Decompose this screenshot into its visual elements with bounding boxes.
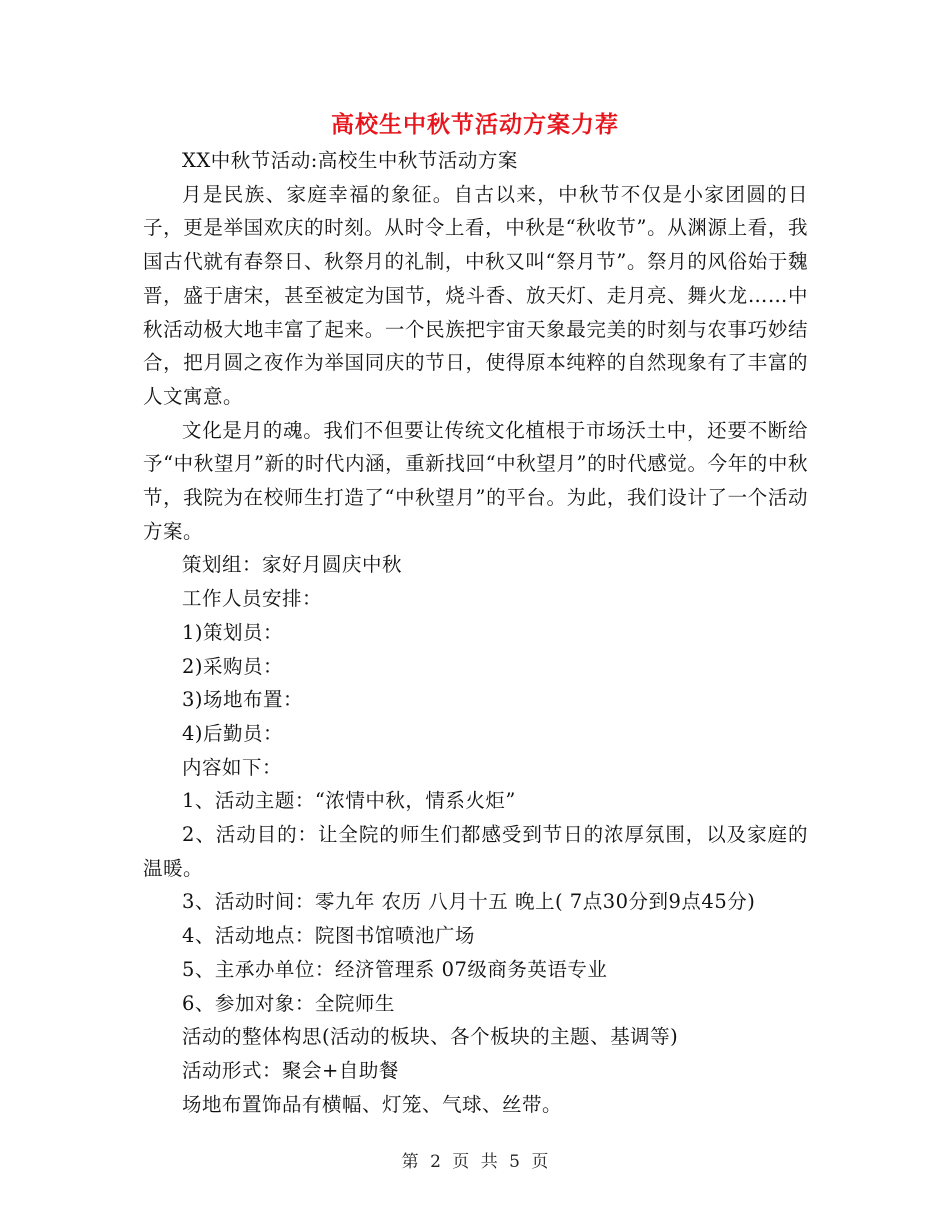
list-item-planner: 1)策划员：	[182, 620, 284, 644]
document-body	[143, 144, 808, 1121]
paragraph-decoration: 场地布置饰品有横幅、灯笼、气球、丝带。	[182, 1092, 563, 1116]
paragraph-staff-heading: 工作人员安排：	[182, 587, 323, 611]
list-item-time: 3、活动时间：零九年 农历 八月十五 晚上( 7点30分到9点45分)	[182, 890, 756, 914]
page-number-footer: 第 2 页 共 5 页	[401, 1152, 549, 1172]
paragraph-subtitle: XX中秋节活动:高校生中秋节活动方案	[182, 149, 518, 172]
list-item-purchaser: 2)采购员：	[182, 654, 284, 678]
paragraph-format: 活动形式：聚会+自助餐	[182, 1058, 399, 1082]
list-item-organizer: 5、主承办单位：经济管理系 07级商务英语专业	[182, 957, 608, 981]
list-item-purpose: 2、活动目的：让全院的师生们都感受到节日的浓厚氛围，以及家庭的温暖。	[143, 823, 808, 880]
list-item-participants: 6、参加对象：全院师生	[182, 991, 395, 1015]
list-item-venue: 3)场地布置：	[182, 688, 304, 712]
list-item-logistics: 4)后勤员：	[182, 721, 284, 745]
paragraph-concept: 活动的整体构思(活动的板块、各个板块的主题、基调等)	[182, 1025, 679, 1049]
list-item-theme: 1、活动主题：“浓情中秋，情系火炬”	[182, 789, 516, 813]
paragraph-content-heading: 内容如下：	[182, 755, 283, 779]
paragraph-culture: 文化是月的魂。我们不但要让传统文化植根于市场沃土中，还要不断给予“中秋望月”新的时代内涵，重新找回“中秋望月”的时代感觉。今年的中秋节，我院为在校师生打造了“中秋望月”的平台。为此，我们设计了一个活动方案。	[143, 418, 808, 543]
list-item-location: 4、活动地点：院图书馆喷池广场	[182, 924, 475, 948]
document-title: 高校生中秋节活动方案力荐	[331, 111, 619, 138]
paragraph-planning-group: 策划组：家好月圆庆中秋	[182, 553, 403, 577]
paragraph-intro: 月是民族、家庭幸福的象征。自古以来，中秋节不仅是小家团圆的日子，更是举国欢庆的时刻。从时令上看，中秋是“秋收节”。从渊源上看，我国古代就有春祭日、秋祭月的礼制，中秋又叫“祭月节”。祭月的风俗始于魏晋，盛于唐宋，甚至被定为国节，烧斗香、放天灯、走月亮、舞火龙……中秋活动极大地丰富了起来。一个民族把宇宙天象最完美的时刻与农事巧妙结合，把月圆之夜作为举国同庆的节日，使得原本纯粹的自然现象有了丰富的人文寓意。	[143, 182, 808, 408]
